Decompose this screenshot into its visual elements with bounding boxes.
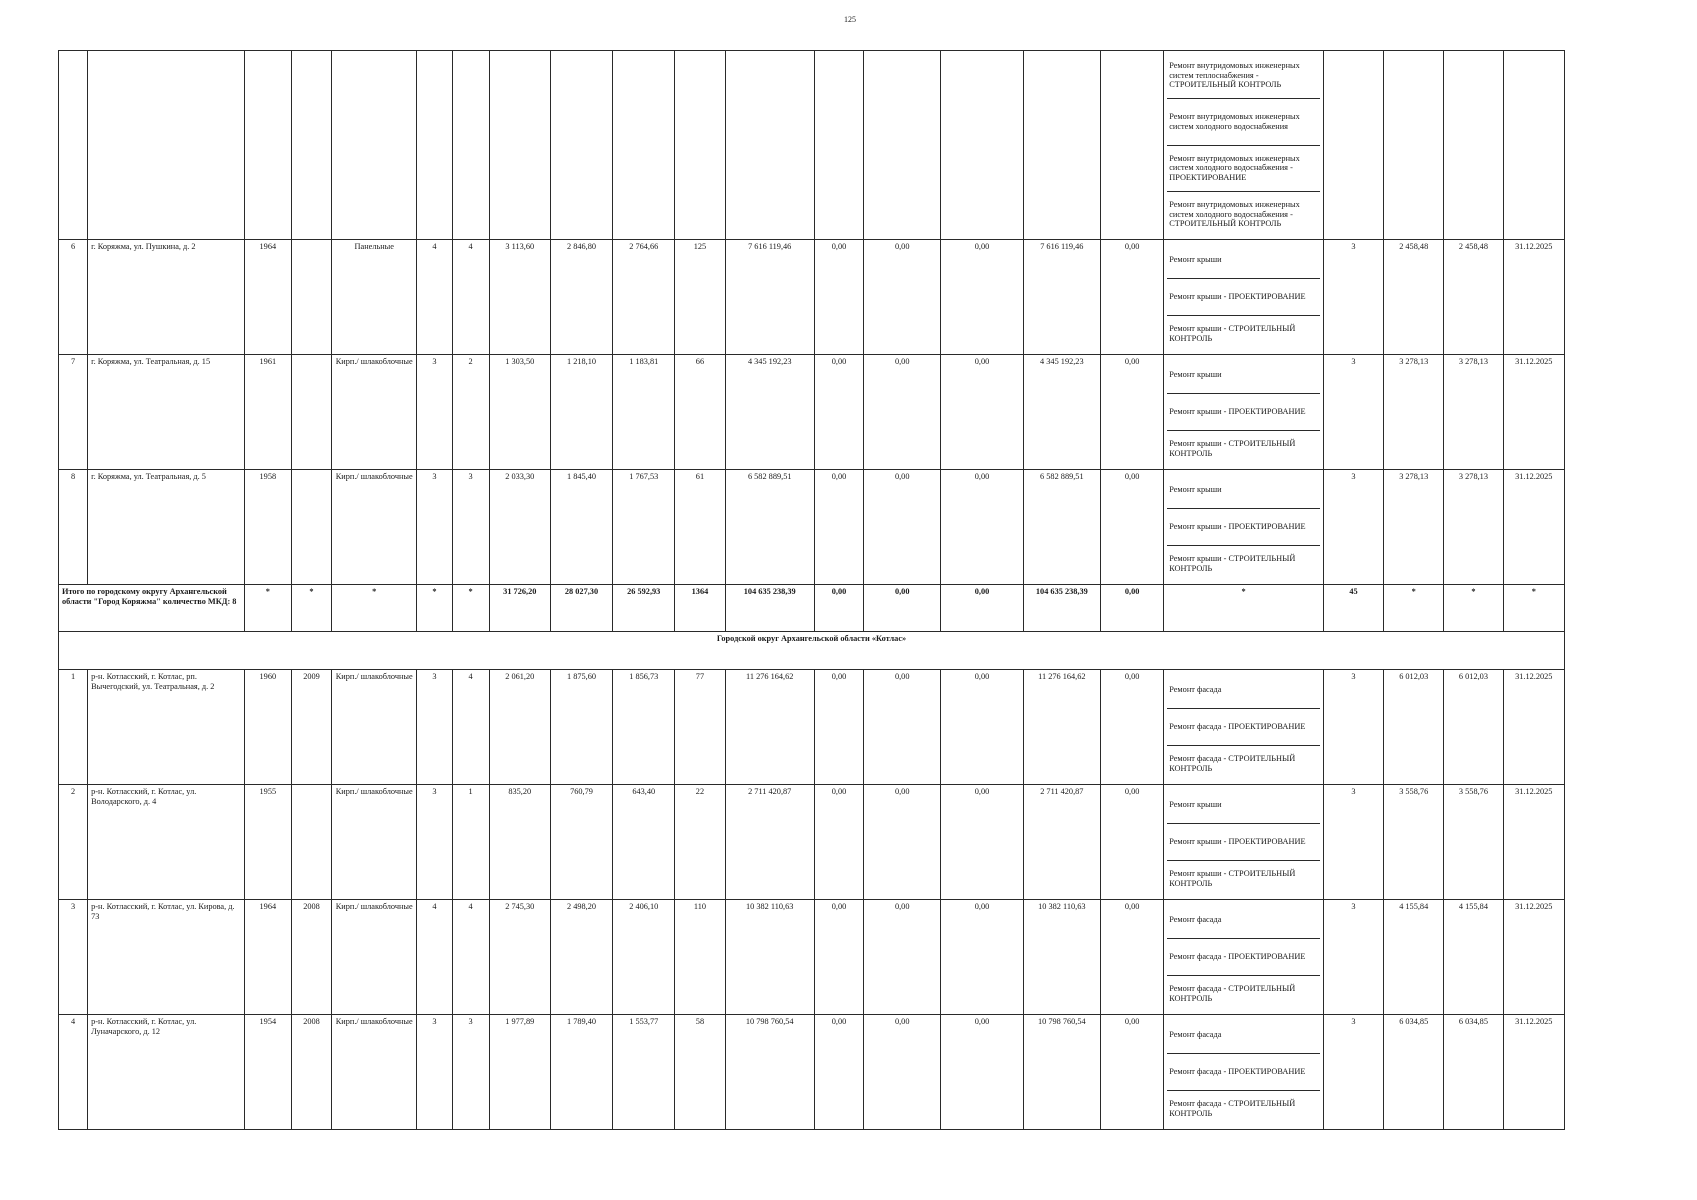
cost-total-cell: 11 276 164,62 bbox=[725, 670, 814, 785]
row-number: 4 bbox=[59, 1015, 88, 1130]
page-number: 125 bbox=[844, 15, 856, 24]
entrances-cell: 4 bbox=[452, 670, 489, 785]
work-item: Ремонт внутридомовых инженерных систем холодного водоснабжения - ПРОЕКТИРОВАНИЕ bbox=[1167, 146, 1320, 192]
table-row bbox=[59, 670, 1565, 785]
empty-cell bbox=[489, 51, 550, 240]
total-residents: 1364 bbox=[675, 585, 725, 632]
deadline-cell: 31.12.2025 bbox=[1503, 900, 1564, 1015]
year-built-cell: 1955 bbox=[244, 785, 291, 900]
address-cell: р-н. Котласский, г. Котлас, ул. Володарского, д. 4 bbox=[88, 785, 245, 900]
limit-per-sqm-cell: 2 458,48 bbox=[1444, 240, 1503, 355]
empty-cell bbox=[941, 51, 1023, 240]
cost-other-cell: 0,00 bbox=[1100, 785, 1163, 900]
cost-budget-mun-cell: 0,00 bbox=[941, 1015, 1023, 1130]
deadline-cell: 31.12.2025 bbox=[1503, 470, 1564, 585]
cost-budget-reg-cell: 0,00 bbox=[864, 785, 941, 900]
area-living-cell: 1 845,40 bbox=[550, 470, 612, 585]
wall-material-cell: Панельные bbox=[332, 240, 417, 355]
star-cell: * bbox=[244, 585, 291, 632]
year-renovation-cell bbox=[291, 355, 331, 470]
total-row bbox=[59, 585, 1565, 632]
cost-total-cell: 7 616 119,46 bbox=[725, 240, 814, 355]
star-cell: * bbox=[291, 585, 331, 632]
section-title: Городской округ Архангельской области «Котлас» bbox=[59, 632, 1565, 670]
limit-per-sqm-cell: 3 278,13 bbox=[1444, 355, 1503, 470]
year-renovation-cell bbox=[291, 240, 331, 355]
work-item: Ремонт внутридомовых инженерных систем холодного водоснабжения bbox=[1167, 99, 1320, 145]
wall-material-cell: Кирп./ шлакоблочные bbox=[332, 900, 417, 1015]
limit-per-sqm-cell: 3 278,13 bbox=[1444, 470, 1503, 585]
address-cell: р-н. Котласский, г. Котлас, рп. Вычегодский, ул. Театральная, д. 2 bbox=[88, 670, 245, 785]
floors-cell: 3 bbox=[417, 1015, 452, 1130]
works-cell bbox=[1164, 1015, 1324, 1130]
work-item: Ремонт крыши - ПРОЕКТИРОВАНИЕ bbox=[1167, 279, 1320, 316]
cost-owners-cell: 10 382 110,63 bbox=[1023, 900, 1100, 1015]
area-total-cell: 835,20 bbox=[489, 785, 550, 900]
total-cost-total: 104 635 238,39 bbox=[725, 585, 814, 632]
area-living-cell: 2 498,20 bbox=[550, 900, 612, 1015]
floors-cell: 3 bbox=[417, 670, 452, 785]
total-cost-owners: 104 635 238,39 bbox=[1023, 585, 1100, 632]
work-item: Ремонт крыши - СТРОИТЕЛЬНЫЙ КОНТРОЛЬ bbox=[1169, 324, 1296, 343]
cost-total-cell: 2 711 420,87 bbox=[725, 785, 814, 900]
entrances-cell: 4 bbox=[452, 240, 489, 355]
residents-cell: 110 bbox=[675, 900, 725, 1015]
area-residential-cell: 2 764,66 bbox=[613, 240, 675, 355]
work-item: Ремонт крыши bbox=[1167, 357, 1320, 394]
area-total-cell: 2 745,30 bbox=[489, 900, 550, 1015]
count-cell: 3 bbox=[1323, 1015, 1383, 1130]
empty-cell bbox=[1023, 51, 1100, 240]
works-cell bbox=[1164, 785, 1324, 900]
area-living-cell: 760,79 bbox=[550, 785, 612, 900]
residents-cell: 58 bbox=[675, 1015, 725, 1130]
cost-owners-cell: 2 711 420,87 bbox=[1023, 785, 1100, 900]
cost-other-cell: 0,00 bbox=[1100, 470, 1163, 585]
total-cost-other: 0,00 bbox=[1100, 585, 1163, 632]
cost-budget-mun-cell: 0,00 bbox=[941, 355, 1023, 470]
entrances-cell: 2 bbox=[452, 355, 489, 470]
wall-material-cell: Кирп./ шлакоблочные bbox=[332, 670, 417, 785]
cost-owners-cell: 4 345 192,23 bbox=[1023, 355, 1100, 470]
address-cell: г. Коряжма, ул. Театральная, д. 5 bbox=[88, 470, 245, 585]
empty-cell bbox=[59, 51, 88, 240]
total-label: Итого по городскому округу Архангельской области "Город Коряжма" количество МКД: 8 bbox=[59, 585, 245, 632]
wall-material-cell: Кирп./ шлакоблочные bbox=[332, 785, 417, 900]
area-living-cell: 2 846,80 bbox=[550, 240, 612, 355]
table-row bbox=[59, 240, 1565, 355]
entrances-cell: 3 bbox=[452, 1015, 489, 1130]
star-cell: * bbox=[1444, 585, 1503, 632]
work-item: Ремонт крыши - СТРОИТЕЛЬНЫЙ КОНТРОЛЬ bbox=[1169, 869, 1296, 888]
works-cell bbox=[1164, 355, 1324, 470]
table-row bbox=[59, 900, 1565, 1015]
residents-cell: 22 bbox=[675, 785, 725, 900]
capital-repair-table bbox=[58, 50, 1565, 1130]
star-cell: * bbox=[332, 585, 417, 632]
cost-per-sqm-cell: 6 012,03 bbox=[1384, 670, 1444, 785]
cost-budget-mun-cell: 0,00 bbox=[941, 470, 1023, 585]
cost-budget-reg-cell: 0,00 bbox=[864, 355, 941, 470]
cost-budget-reg-cell: 0,00 bbox=[864, 670, 941, 785]
empty-cell bbox=[725, 51, 814, 240]
empty-cell bbox=[613, 51, 675, 240]
work-item: Ремонт крыши bbox=[1167, 472, 1320, 509]
count-cell: 3 bbox=[1323, 785, 1383, 900]
floors-cell: 4 bbox=[417, 240, 452, 355]
table-row bbox=[59, 785, 1565, 900]
area-living-cell: 1 789,40 bbox=[550, 1015, 612, 1130]
cost-fund-cell: 0,00 bbox=[814, 240, 863, 355]
work-item: Ремонт фасада - СТРОИТЕЛЬНЫЙ КОНТРОЛЬ bbox=[1169, 1099, 1296, 1118]
work-item: Ремонт фасада bbox=[1167, 902, 1320, 939]
work-item: Ремонт крыши - ПРОЕКТИРОВАНИЕ bbox=[1167, 509, 1320, 546]
cost-other-cell: 0,00 bbox=[1100, 240, 1163, 355]
star-cell: * bbox=[452, 585, 489, 632]
empty-cell bbox=[864, 51, 941, 240]
empty-cell bbox=[244, 51, 291, 240]
row-number: 7 bbox=[59, 355, 88, 470]
works-cell bbox=[1164, 900, 1324, 1015]
empty-cell bbox=[550, 51, 612, 240]
cost-fund-cell: 0,00 bbox=[814, 1015, 863, 1130]
cost-budget-reg-cell: 0,00 bbox=[864, 1015, 941, 1130]
total-area-total: 31 726,20 bbox=[489, 585, 550, 632]
cost-per-sqm-cell: 3 278,13 bbox=[1384, 470, 1444, 585]
cost-owners-cell: 11 276 164,62 bbox=[1023, 670, 1100, 785]
deadline-cell: 31.12.2025 bbox=[1503, 240, 1564, 355]
table-row bbox=[59, 51, 1565, 240]
cost-owners-cell: 10 798 760,54 bbox=[1023, 1015, 1100, 1130]
area-total-cell: 1 303,50 bbox=[489, 355, 550, 470]
work-item: Ремонт крыши - ПРОЕКТИРОВАНИЕ bbox=[1167, 394, 1320, 431]
total-count: 45 bbox=[1323, 585, 1383, 632]
cost-budget-reg-cell: 0,00 bbox=[864, 470, 941, 585]
empty-cell bbox=[1323, 51, 1383, 240]
year-renovation-cell bbox=[291, 785, 331, 900]
table-row bbox=[59, 470, 1565, 585]
empty-cell bbox=[814, 51, 863, 240]
empty-cell bbox=[291, 51, 331, 240]
area-residential-cell: 1 767,53 bbox=[613, 470, 675, 585]
count-cell: 3 bbox=[1323, 240, 1383, 355]
cost-per-sqm-cell: 3 558,76 bbox=[1384, 785, 1444, 900]
cost-budget-mun-cell: 0,00 bbox=[941, 670, 1023, 785]
area-total-cell: 2 033,30 bbox=[489, 470, 550, 585]
table-row bbox=[59, 1015, 1565, 1130]
work-item: Ремонт фасада bbox=[1167, 672, 1320, 709]
cost-per-sqm-cell: 6 034,85 bbox=[1384, 1015, 1444, 1130]
year-built-cell: 1961 bbox=[244, 355, 291, 470]
work-item: Ремонт крыши bbox=[1167, 242, 1320, 279]
entrances-cell: 1 bbox=[452, 785, 489, 900]
table-body bbox=[59, 51, 1565, 1130]
count-cell: 3 bbox=[1323, 470, 1383, 585]
wall-material-cell: Кирп./ шлакоблочные bbox=[332, 470, 417, 585]
residents-cell: 61 bbox=[675, 470, 725, 585]
area-residential-cell: 2 406,10 bbox=[613, 900, 675, 1015]
work-item: Ремонт фасада - ПРОЕКТИРОВАНИЕ bbox=[1167, 939, 1320, 976]
limit-per-sqm-cell: 3 558,76 bbox=[1444, 785, 1503, 900]
year-renovation-cell: 2009 bbox=[291, 670, 331, 785]
work-item: Ремонт крыши bbox=[1167, 787, 1320, 824]
address-cell: р-н. Котласский, г. Котлас, ул. Луначарского, д. 12 bbox=[88, 1015, 245, 1130]
floors-cell: 3 bbox=[417, 355, 452, 470]
deadline-cell: 31.12.2025 bbox=[1503, 670, 1564, 785]
year-built-cell: 1958 bbox=[244, 470, 291, 585]
row-number: 2 bbox=[59, 785, 88, 900]
section-header-row bbox=[59, 632, 1565, 670]
cost-fund-cell: 0,00 bbox=[814, 470, 863, 585]
limit-per-sqm-cell: 6 034,85 bbox=[1444, 1015, 1503, 1130]
cost-other-cell: 0,00 bbox=[1100, 1015, 1163, 1130]
works-cell bbox=[1164, 470, 1324, 585]
cost-budget-reg-cell: 0,00 bbox=[864, 240, 941, 355]
star-cell: * bbox=[1384, 585, 1444, 632]
works-cell bbox=[1164, 51, 1324, 240]
empty-cell bbox=[452, 51, 489, 240]
area-living-cell: 1 218,10 bbox=[550, 355, 612, 470]
floors-cell: 3 bbox=[417, 470, 452, 585]
area-residential-cell: 1 183,81 bbox=[613, 355, 675, 470]
works-cell bbox=[1164, 240, 1324, 355]
total-area-residential: 26 592,93 bbox=[613, 585, 675, 632]
address-cell: г. Коряжма, ул. Театральная, д. 15 bbox=[88, 355, 245, 470]
cost-other-cell: 0,00 bbox=[1100, 900, 1163, 1015]
cost-budget-mun-cell: 0,00 bbox=[941, 785, 1023, 900]
wall-material-cell: Кирп./ шлакоблочные bbox=[332, 1015, 417, 1130]
cost-total-cell: 10 382 110,63 bbox=[725, 900, 814, 1015]
work-item: Ремонт фасада - ПРОЕКТИРОВАНИЕ bbox=[1167, 709, 1320, 746]
area-residential-cell: 1 856,73 bbox=[613, 670, 675, 785]
total-cost-fund: 0,00 bbox=[814, 585, 863, 632]
cost-total-cell: 4 345 192,23 bbox=[725, 355, 814, 470]
limit-per-sqm-cell: 4 155,84 bbox=[1444, 900, 1503, 1015]
row-number: 1 bbox=[59, 670, 88, 785]
cost-fund-cell: 0,00 bbox=[814, 900, 863, 1015]
area-total-cell: 1 977,89 bbox=[489, 1015, 550, 1130]
empty-cell bbox=[1444, 51, 1503, 240]
deadline-cell: 31.12.2025 bbox=[1503, 1015, 1564, 1130]
empty-cell bbox=[675, 51, 725, 240]
work-item: Ремонт внутридомовых инженерных систем теплоснабжения - СТРОИТЕЛЬНЫЙ КОНТРОЛЬ bbox=[1167, 53, 1320, 99]
table-row bbox=[59, 355, 1565, 470]
work-item: Ремонт фасада - СТРОИТЕЛЬНЫЙ КОНТРОЛЬ bbox=[1169, 754, 1296, 773]
row-number: 6 bbox=[59, 240, 88, 355]
count-cell: 3 bbox=[1323, 670, 1383, 785]
entrances-cell: 3 bbox=[452, 470, 489, 585]
residents-cell: 77 bbox=[675, 670, 725, 785]
cost-owners-cell: 7 616 119,46 bbox=[1023, 240, 1100, 355]
cost-fund-cell: 0,00 bbox=[814, 355, 863, 470]
work-item: Ремонт крыши - СТРОИТЕЛЬНЫЙ КОНТРОЛЬ bbox=[1169, 554, 1296, 573]
cost-per-sqm-cell: 3 278,13 bbox=[1384, 355, 1444, 470]
limit-per-sqm-cell: 6 012,03 bbox=[1444, 670, 1503, 785]
work-item: Ремонт фасада - СТРОИТЕЛЬНЫЙ КОНТРОЛЬ bbox=[1169, 984, 1296, 1003]
total-cost-budget-reg: 0,00 bbox=[864, 585, 941, 632]
cost-owners-cell: 6 582 889,51 bbox=[1023, 470, 1100, 585]
cost-budget-mun-cell: 0,00 bbox=[941, 240, 1023, 355]
cost-budget-reg-cell: 0,00 bbox=[864, 900, 941, 1015]
address-cell: г. Коряжма, ул. Пушкина, д. 2 bbox=[88, 240, 245, 355]
year-built-cell: 1960 bbox=[244, 670, 291, 785]
star-cell: * bbox=[417, 585, 452, 632]
empty-cell bbox=[1503, 51, 1564, 240]
empty-cell bbox=[1100, 51, 1163, 240]
floors-cell: 3 bbox=[417, 785, 452, 900]
row-number: 8 bbox=[59, 470, 88, 585]
deadline-cell: 31.12.2025 bbox=[1503, 785, 1564, 900]
empty-cell bbox=[88, 51, 245, 240]
work-item: Ремонт крыши - ПРОЕКТИРОВАНИЕ bbox=[1167, 824, 1320, 861]
year-built-cell: 1964 bbox=[244, 900, 291, 1015]
wall-material-cell: Кирп./ шлакоблочные bbox=[332, 355, 417, 470]
area-total-cell: 2 061,20 bbox=[489, 670, 550, 785]
year-built-cell: 1954 bbox=[244, 1015, 291, 1130]
address-cell: р-н. Котласский, г. Котлас, ул. Кирова, д. 73 bbox=[88, 900, 245, 1015]
year-renovation-cell: 2008 bbox=[291, 1015, 331, 1130]
cost-per-sqm-cell: 4 155,84 bbox=[1384, 900, 1444, 1015]
area-residential-cell: 643,40 bbox=[613, 785, 675, 900]
year-renovation-cell bbox=[291, 470, 331, 585]
area-total-cell: 3 113,60 bbox=[489, 240, 550, 355]
cost-total-cell: 10 798 760,54 bbox=[725, 1015, 814, 1130]
star-cell: * bbox=[1503, 585, 1564, 632]
year-renovation-cell: 2008 bbox=[291, 900, 331, 1015]
cost-fund-cell: 0,00 bbox=[814, 670, 863, 785]
total-cost-budget-mun: 0,00 bbox=[941, 585, 1023, 632]
total-area-living: 28 027,30 bbox=[550, 585, 612, 632]
area-residential-cell: 1 553,77 bbox=[613, 1015, 675, 1130]
floors-cell: 4 bbox=[417, 900, 452, 1015]
count-cell: 3 bbox=[1323, 900, 1383, 1015]
year-built-cell: 1964 bbox=[244, 240, 291, 355]
row-number: 3 bbox=[59, 900, 88, 1015]
area-living-cell: 1 875,60 bbox=[550, 670, 612, 785]
count-cell: 3 bbox=[1323, 355, 1383, 470]
cost-budget-mun-cell: 0,00 bbox=[941, 900, 1023, 1015]
entrances-cell: 4 bbox=[452, 900, 489, 1015]
residents-cell: 66 bbox=[675, 355, 725, 470]
work-item: Ремонт крыши - СТРОИТЕЛЬНЫЙ КОНТРОЛЬ bbox=[1169, 439, 1296, 458]
cost-fund-cell: 0,00 bbox=[814, 785, 863, 900]
cost-other-cell: 0,00 bbox=[1100, 670, 1163, 785]
work-item: Ремонт фасада bbox=[1167, 1017, 1320, 1054]
cost-per-sqm-cell: 2 458,48 bbox=[1384, 240, 1444, 355]
star-cell: * bbox=[1164, 585, 1324, 632]
deadline-cell: 31.12.2025 bbox=[1503, 355, 1564, 470]
cost-total-cell: 6 582 889,51 bbox=[725, 470, 814, 585]
residents-cell: 125 bbox=[675, 240, 725, 355]
works-cell bbox=[1164, 670, 1324, 785]
work-item: Ремонт внутридомовых инженерных систем холодного водоснабжения - СТРОИТЕЛЬНЫЙ КОНТРОЛЬ bbox=[1169, 200, 1300, 229]
cost-other-cell: 0,00 bbox=[1100, 355, 1163, 470]
empty-cell bbox=[1384, 51, 1444, 240]
empty-cell bbox=[332, 51, 417, 240]
work-item: Ремонт фасада - ПРОЕКТИРОВАНИЕ bbox=[1167, 1054, 1320, 1091]
empty-cell bbox=[417, 51, 452, 240]
